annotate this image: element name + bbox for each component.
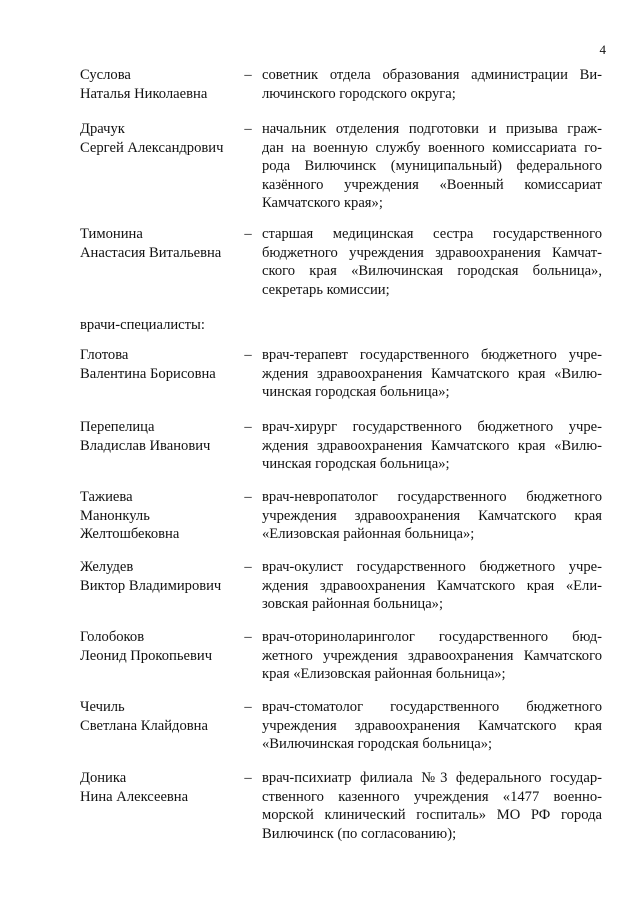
specialist-name: [80, 418, 240, 455]
specialist-name: [80, 698, 240, 735]
position-line: казённого учреждения «Военный комиссариат: [262, 176, 602, 193]
specialist-given-names: Валентина Борисовна: [80, 365, 216, 382]
specialist-position: [262, 628, 602, 684]
member-given-names: Сергей Александрович: [80, 139, 224, 156]
separator-dash: –: [244, 559, 252, 575]
member-name: [80, 225, 240, 262]
specialist-given-names: Светлана Клайдовна: [80, 717, 208, 734]
specialist-position: [262, 488, 602, 544]
position-line: врач-хирург государственного бюджетного учре-: [262, 419, 602, 435]
member-position: [262, 66, 602, 103]
position-line: чинская городская больница»;: [262, 384, 450, 400]
position-line: ского края «Вилючинская городская больница»,: [262, 263, 602, 279]
specialist-patronymic: Желтошбековна: [80, 526, 180, 542]
separator-dash: –: [244, 489, 252, 505]
member-position: [262, 225, 602, 299]
separator-dash: –: [244, 699, 252, 715]
separator-dash: –: [244, 419, 252, 435]
position-line: секретарь комиссии;: [262, 281, 390, 298]
position-line: «Елизовская районная больница»;: [262, 526, 475, 542]
separator-dash: –: [244, 629, 252, 645]
position-line: начальник отделения подготовки и призыва граж-: [262, 121, 602, 137]
position-line: ждения здравоохранения Камчатского края «Вилю-: [262, 365, 602, 382]
member-given-names: Наталья Николаевна: [80, 85, 208, 102]
separator-dash: –: [244, 121, 252, 137]
position-line: врач-стоматолог государственного бюджетного: [262, 699, 602, 715]
position-line: Камчатского края»;: [262, 195, 383, 211]
separator-dash: –: [244, 347, 252, 363]
specialist-given-names: Леонид Прокопьевич: [80, 647, 213, 664]
member-name: [80, 120, 240, 157]
position-line: врач-терапевт государственного бюджетного учре-: [262, 347, 602, 363]
specialist-position: [262, 346, 602, 402]
position-line: старшая медицинская сестра государственного: [262, 226, 602, 242]
member-name: [80, 66, 240, 103]
position-line: лючинского городского округа;: [262, 85, 456, 102]
member-given-names: Анастасия Витальевна: [80, 244, 222, 261]
position-line: ждения здравоохранения Камчатского края «Вилю-: [262, 437, 602, 454]
specialist-name: [80, 558, 240, 595]
position-line: морской клинический госпиталь» МО РФ города: [262, 807, 602, 823]
section-heading: врачи-специалисты:: [80, 317, 205, 333]
position-line: врач-оториноларинголог государственного бюд-: [262, 629, 602, 645]
specialist-position: [262, 418, 602, 474]
position-line: бюджетного учреждения здравоохранения Камчат-: [262, 244, 602, 261]
position-line: дан на военную службу военного комиссариата го-: [262, 139, 602, 156]
page-number: 4: [599, 42, 606, 57]
specialist-name: [80, 769, 240, 806]
position-line: «Вилючинская городская больница»;: [262, 736, 493, 752]
specialist-surname: Глотова: [80, 347, 129, 363]
separator-dash: –: [244, 770, 252, 786]
member-position: [262, 120, 602, 213]
position-line: рода Вилючинск (муниципальный) федерального: [262, 158, 602, 174]
specialist-name: [80, 488, 240, 544]
specialist-given-names: Владислав Иванович: [80, 437, 211, 454]
specialist-given-names: Манонкуль: [80, 507, 150, 524]
specialist-surname: Перепелица: [80, 419, 155, 435]
specialist-name: [80, 346, 240, 383]
position-line: ственного казенного учреждения «1477 военно-: [262, 788, 602, 805]
specialist-name: [80, 628, 240, 665]
position-line: зовская районная больница»;: [262, 596, 444, 612]
specialist-position: [262, 698, 602, 754]
position-line: учреждения здравоохранения Камчатского края: [262, 507, 602, 524]
position-line: советник отдела образования администрации Ви-: [262, 67, 602, 83]
specialist-surname: Голобоков: [80, 629, 145, 645]
specialist-surname: Желудев: [80, 559, 134, 575]
specialist-position: [262, 558, 602, 614]
specialist-given-names: Виктор Владимирович: [80, 577, 222, 594]
position-line: врач-невропатолог государственного бюджетного: [262, 489, 602, 505]
position-line: жетного учреждения здравоохранения Камчатского: [262, 647, 602, 664]
member-surname: Суслова: [80, 67, 131, 83]
member-surname: Тимонина: [80, 226, 143, 242]
separator-dash: –: [244, 67, 252, 83]
position-line: ждения здравоохранения Камчатского края «Ели-: [262, 577, 602, 594]
specialist-surname: Тажиева: [80, 489, 133, 505]
position-line: учреждения здравоохранения Камчатского края: [262, 717, 602, 734]
member-surname: Драчук: [80, 121, 125, 137]
separator-dash: –: [244, 226, 252, 242]
position-line: Вилючинск (по согласованию);: [262, 825, 457, 842]
position-line: врач-психиатр филиала №3 федерального государ-: [262, 770, 602, 786]
specialist-surname: Доника: [80, 770, 127, 786]
position-line: края «Елизовская районная больница»;: [262, 666, 506, 682]
specialist-position: [262, 769, 602, 843]
specialist-surname: Чечиль: [80, 699, 125, 715]
position-line: чинская городская больница»;: [262, 456, 450, 472]
specialist-given-names: Нина Алексеевна: [80, 788, 189, 805]
position-line: врач-окулист государственного бюджетного учре-: [262, 559, 602, 575]
